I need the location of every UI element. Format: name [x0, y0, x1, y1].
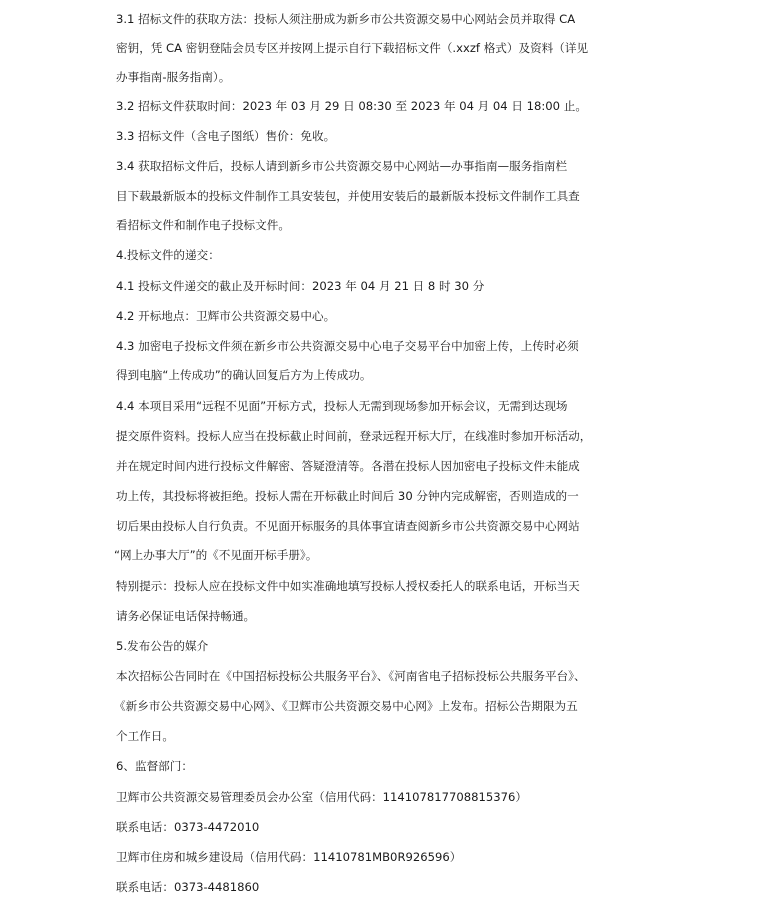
text-line: 得到电脑“上传成功”的确认回复后方为上传成功。: [116, 368, 372, 382]
section-heading: 5.发布公告的媒介: [116, 639, 209, 653]
text-line: 看招标文件和制作电子投标文件。: [116, 218, 290, 232]
text-line: 功上传，其投标将被拒绝。投标人需在开标截止时间后 30 分钟内完成解密，否则造成的一: [116, 489, 579, 503]
text-line: 办事指南-服务指南）。: [116, 70, 231, 84]
text-line: 卫辉市住房和城乡建设局（信用代码：11410781MB0R926596）: [116, 850, 462, 864]
text-line: 4.3 加密电子投标文件须在新乡市公共资源交易中心电子交易平台中加密上传，上传时必须: [116, 339, 579, 353]
text-line: 本次招标公告同时在《中国招标投标公共服务平台》、《河南省电子招标投标公共服务平台》、: [116, 669, 586, 683]
text-line: 密钥，凭 CA 密钥登陆会员专区并按网上提示自行下载招标文件（.xxzf 格式）及资料（详见: [116, 41, 589, 55]
text-line: 4.1 投标文件递交的截止及开标时间：2023 年 04 月 21 日 8 时 30 分: [116, 279, 485, 293]
text-line: 并在规定时间内进行投标文件解密、答疑澄清等。各潜在投标人因加密电子投标文件未能成: [116, 459, 580, 473]
text-line: 3.4 获取招标文件后，投标人请到新乡市公共资源交易中心网站—办事指南—服务指南栏: [116, 159, 568, 173]
text-line: 3.2 招标文件获取时间：2023 年 03 月 29 日 08:30 至 2023 年 04 月 04 日 18:00 止。: [116, 99, 587, 113]
text-line: 《新乡市公共资源交易中心网》、《卫辉市公共资源交易中心网》上发布。招标公告期限为五: [114, 699, 578, 713]
section-heading: 6、监督部门：: [116, 759, 193, 773]
text-line: 3.3 招标文件（含电子图纸）售价：免收。: [116, 129, 336, 143]
text-line: 切后果由投标人自行负责。不见面开标服务的具体事宜请查阅新乡市公共资源交易中心网站: [116, 519, 580, 533]
text-line: 目下载最新版本的投标文件制作工具安装包，并使用安装后的最新版本投标文件制作工具查: [116, 189, 580, 203]
text-line: 3.1 招标文件的获取方法：投标人须注册成为新乡市公共资源交易中心网站会员并取得 CA: [116, 12, 576, 26]
text-line: 卫辉市公共资源交易管理委员会办公室（信用代码：114107817708815376）: [116, 790, 528, 804]
text-line: 提交原件资料。投标人应当在投标截止时间前，登录远程开标大厅，在线准时参加开标活动，: [116, 429, 592, 443]
text-line: 4.4 本项目采用“远程不见面”开标方式，投标人无需到现场参加开标会议，无需到达现场: [116, 399, 568, 413]
section-heading: 4.投标文件的递交：: [116, 248, 220, 262]
text-line: 特别提示：投标人应在投标文件中如实准确地填写投标人授权委托人的联系电话，开标当天: [116, 579, 580, 593]
text-line: 请务必保证电话保持畅通。: [116, 609, 256, 623]
text-line: 4.2 开标地点：卫辉市公共资源交易中心。: [116, 309, 336, 323]
text-line: 联系电话：0373-4481860: [116, 880, 260, 894]
text-line: 个工作日。: [116, 729, 174, 743]
text-line: “网上办事大厅”的《不见面开标手册》。: [114, 548, 318, 562]
text-line: 联系电话：0373-4472010: [116, 820, 260, 834]
